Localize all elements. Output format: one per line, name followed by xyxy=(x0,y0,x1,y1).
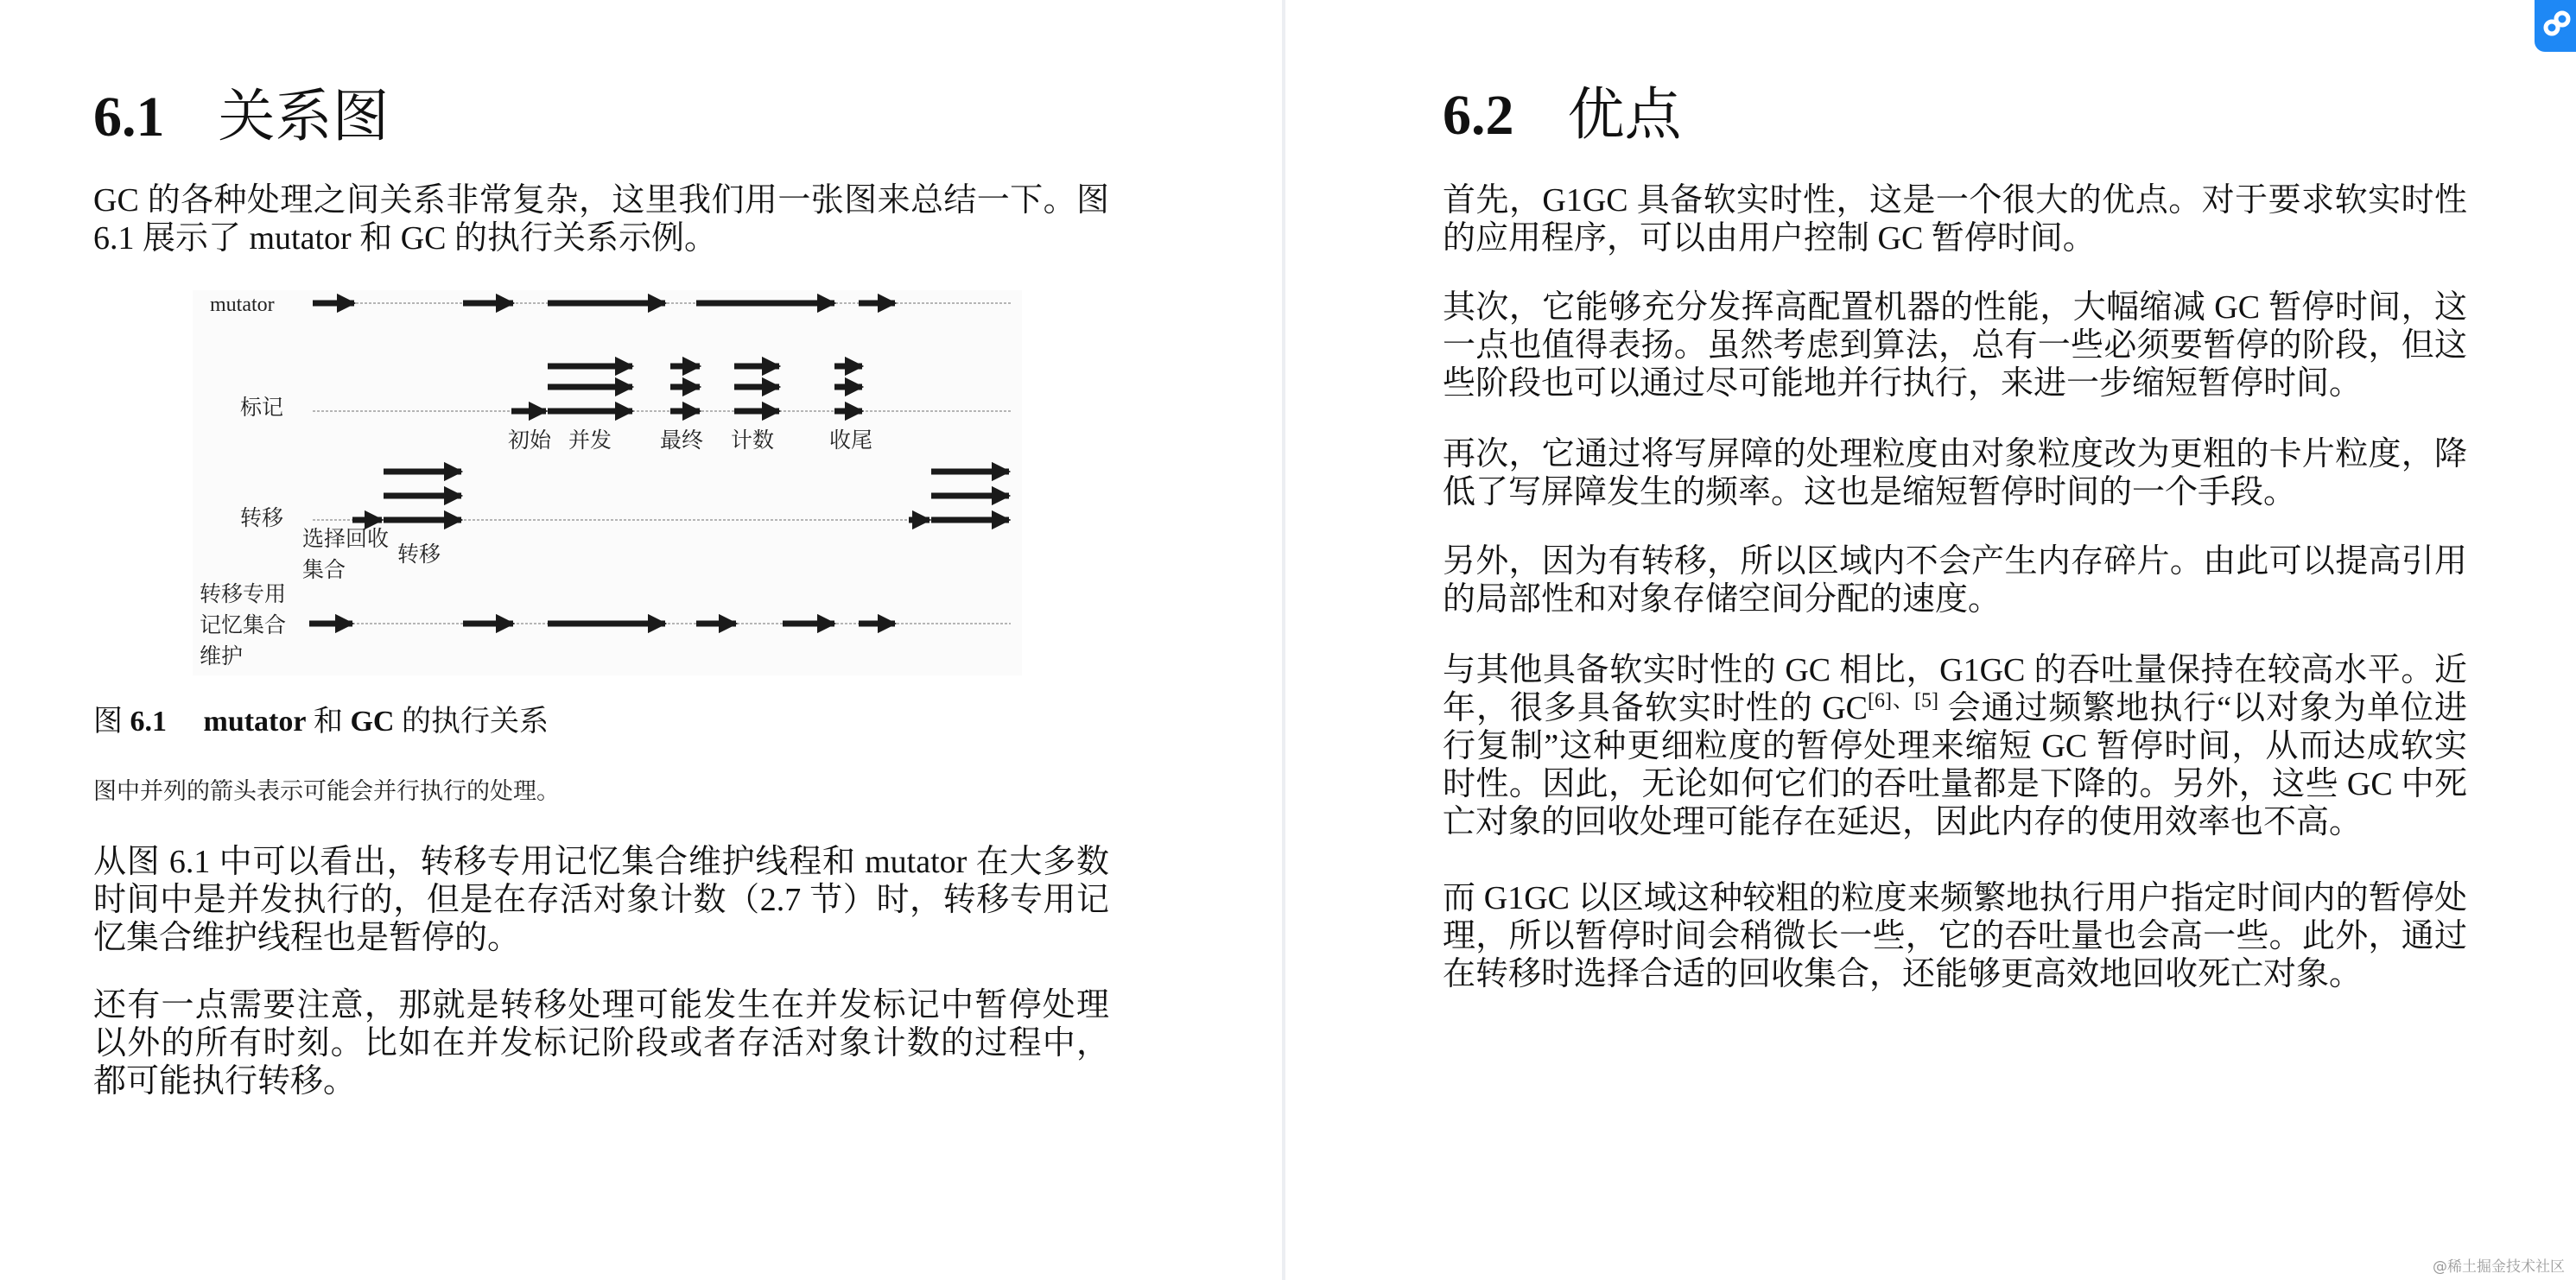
section-number: 6.2 xyxy=(1443,84,1514,147)
row-label-rs-maintenance-line1: 转移专用 xyxy=(200,583,287,606)
section-heading-6-1 xyxy=(93,83,390,152)
figure-caption xyxy=(93,703,549,741)
left-page xyxy=(0,0,1282,1280)
section-number: 6.1 xyxy=(93,86,165,149)
caption-number: 6.1 xyxy=(130,706,167,738)
row-label-evacuation: 转移 xyxy=(240,507,284,530)
phase-label-cleanup: 收尾 xyxy=(829,429,873,453)
paragraph: GC 的各种处理之间关系非常复杂，这里我们用一张图来总结一下。图 6.1 展示了 mutator 和 GC 的执行关系示例。 xyxy=(93,182,1109,257)
section-heading-6-2 xyxy=(1443,81,1682,150)
row-label-rs-maintenance-line2: 记忆集合 xyxy=(200,614,287,637)
paragraph: 其次，它能够充分发挥高配置机器的性能，大幅缩减 GC 暂停时间，这一点也值得表扬。虽然考虑到算法，总有一些必须要暂停的阶段，但这些阶段也可以通过尽可能地并行执行，来进一步缩短暂停时间。 xyxy=(1443,289,2467,402)
watermark: @稀土掘金技术社区 xyxy=(2433,1258,2565,1276)
para5-text-a: 与其他具备软实时性的 GC 相比，G1GC 的吞吐量保持在较高水平。近年，很多具备软实时性的 GC xyxy=(1443,652,2467,726)
link-chain-icon xyxy=(2540,7,2574,41)
paragraph-throughput xyxy=(1443,651,2467,841)
right-page xyxy=(1285,0,2576,1280)
execution-relationship-diagram xyxy=(193,290,1022,675)
phase-label-count: 计数 xyxy=(731,429,775,453)
section-title: 优点 xyxy=(1567,84,1682,147)
row-label-mark: 标记 xyxy=(240,396,284,420)
phase-label-final: 最终 xyxy=(660,429,704,453)
caption-gc: GC xyxy=(350,706,395,738)
paragraph: 还有一点需要注意，那就是转移处理可能发生在并发标记中暂停处理以外的所有时刻。比如在并发标记阶段或者存活对象计数的过程中，都可能执行转移。 xyxy=(93,987,1109,1099)
citation-refs[interactable]: [6]、[5] xyxy=(1868,689,1938,713)
para5-text-b: 会通过频繁地执行“以对象为单位进行复制”这种更细粒度的暂停处理来缩短 GC 暂停时间，从而达成软实时性。因此，无论如何它们的吞吐量都是下降的。另外，这些 GC 中死亡对象的回收处理可能存在延迟，因此内存的使用效率也不高。 xyxy=(1443,690,2468,840)
paragraph: 再次，它通过将写屏障的处理粒度由对象粒度改为更粗的卡片粒度，降低了写屏障发生的频率。这也是缩短暂停时间的一个手段。 xyxy=(1443,436,2467,510)
phase-label-select-cset-line2: 集合 xyxy=(302,559,346,582)
corner-share-badge[interactable] xyxy=(2535,0,2576,52)
row-label-mutator: mutator xyxy=(210,294,275,316)
figure-note: 图中并列的箭头表示可能会并行执行的处理。 xyxy=(93,778,560,804)
caption-and: 和 xyxy=(313,706,343,738)
phase-label-concurrent: 并发 xyxy=(568,429,612,453)
paragraph: 而 G1GC 以区域这种较粗的粒度来频繁地执行用户指定时间内的暂停处理，所以暂停时间会稍微长一些，它的吞吐量也会高一些。此外，通过在转移时选择合适的回收集合，还能够更高效地回收死亡对象。 xyxy=(1443,880,2467,992)
paragraph: 从图 6.1 中可以看出，转移专用记忆集合维护线程和 mutator 在大多数时间中是并发执行的，但是在存活对象计数（2.7 节）时，转移专用记忆集合维护线程也是暂停的。 xyxy=(93,844,1109,956)
caption-prefix: 图 xyxy=(93,706,123,738)
figure-6-1-diagram xyxy=(193,290,1022,675)
phase-label-select-cset-line1: 选择回收 xyxy=(302,528,390,551)
caption-mutator: mutator xyxy=(203,706,307,738)
phase-label-evacuate: 转移 xyxy=(397,543,441,567)
paragraph: 首先，G1GC 具备软实时性，这是一个很大的优点。对于要求软实时性的应用程序，可以由用户控制 GC 暂停时间。 xyxy=(1443,182,2467,257)
paragraph: 另外，因为有转移，所以区域内不会产生内存碎片。由此可以提高引用的局部性和对象存储空间分配的速度。 xyxy=(1443,543,2467,618)
section-title: 关系图 xyxy=(218,86,390,149)
phase-label-initial: 初始 xyxy=(508,429,552,453)
row-label-rs-maintenance-line3: 维护 xyxy=(200,645,244,669)
caption-rest: 的执行关系 xyxy=(401,706,549,738)
